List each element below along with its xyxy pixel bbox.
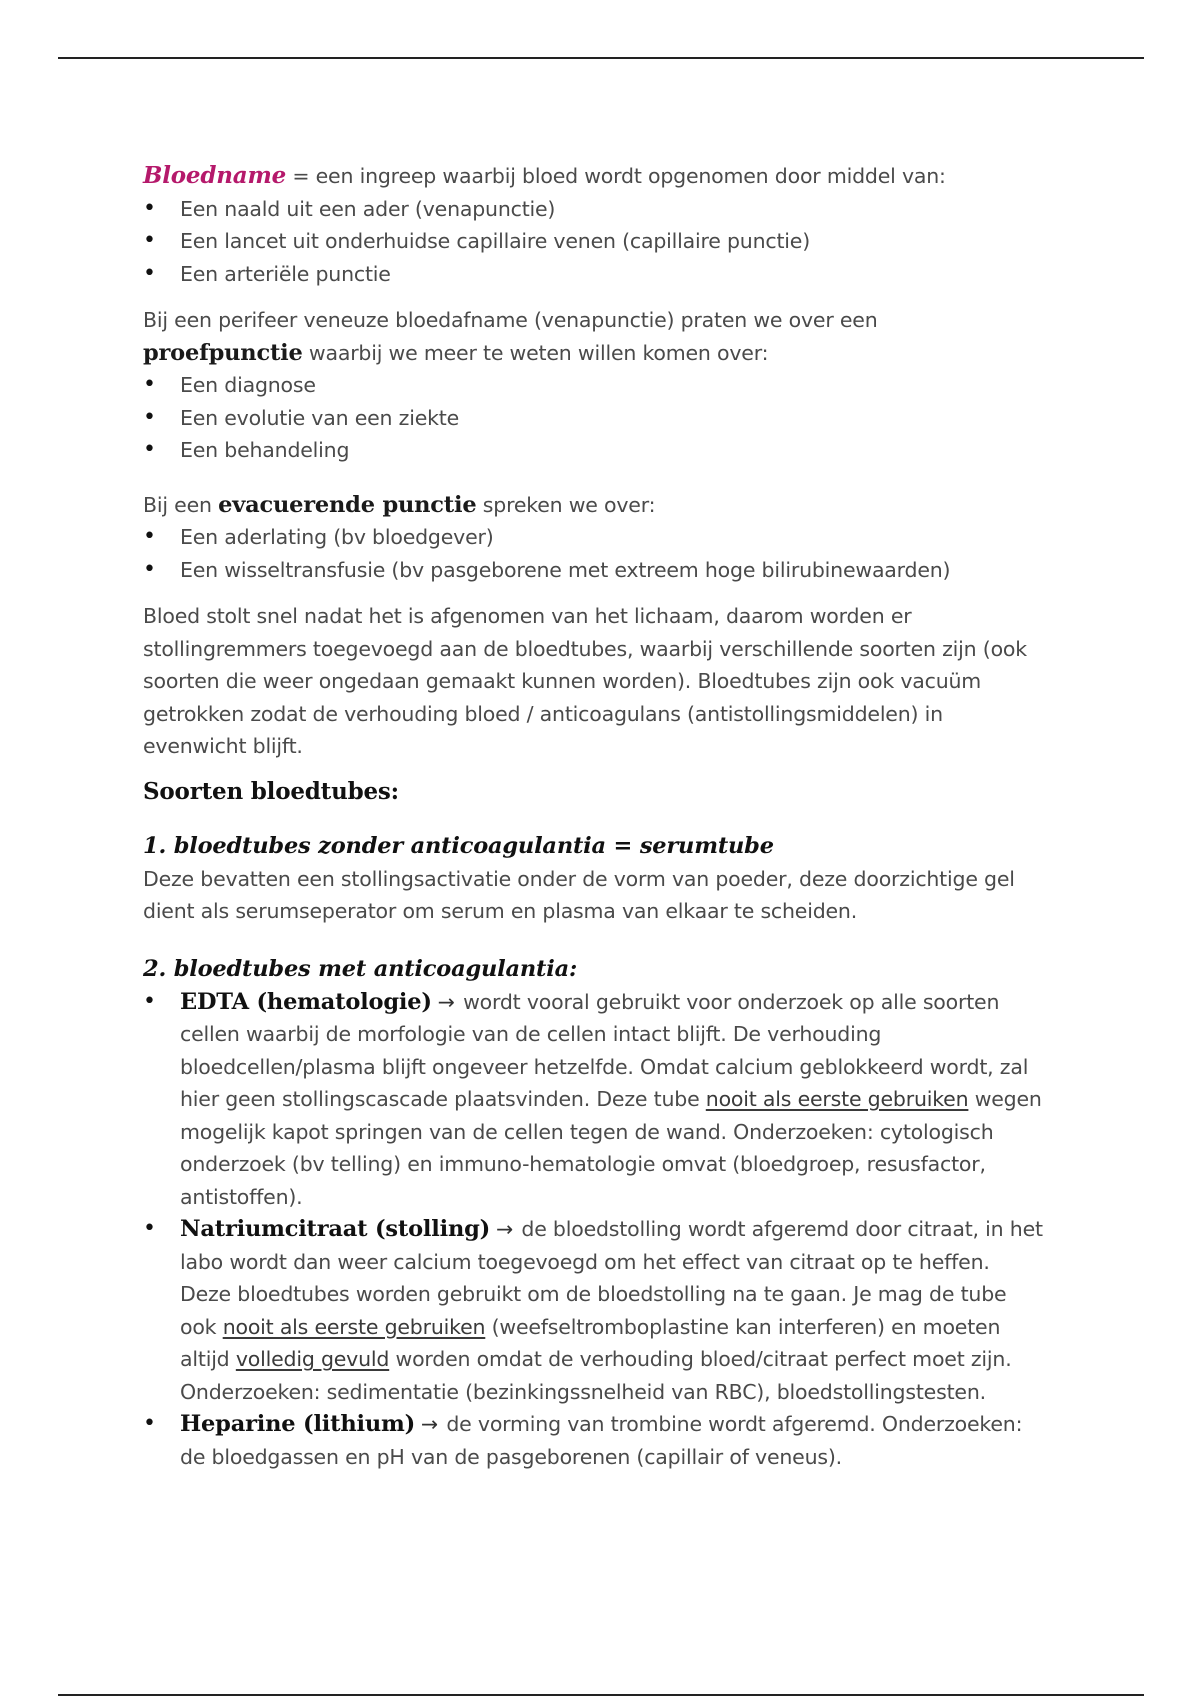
proef-text-before: Bij een perifeer veneuze bloedafname (venapunctie) praten we over een <box>143 308 878 332</box>
tube-list <box>143 986 1043 1474</box>
evacuerende-punctie-term: evacuerende punctie <box>218 491 477 518</box>
section2-heading: 2. bloedtubes met anticoagulantia: <box>143 955 578 982</box>
list-item: • Een naald uit een ader (venapunctie) <box>143 193 1043 226</box>
list-item: • Een aderlating (bv bloedgever) <box>143 521 1043 554</box>
intro-term: Bloedname <box>143 162 287 189</box>
tube-text: de vorming van trombine wordt afgeremd. Onderzoeken: de bloedgassen en pH van de pasgeborenen (capillair of veneus). <box>180 1412 1023 1469</box>
tube-name: EDTA (hematologie) <box>180 988 432 1015</box>
underlined-text: nooit als eerste gebruiken <box>705 1087 969 1111</box>
list-item: • Een behandeling <box>143 434 1043 467</box>
intro-definition <box>143 160 1043 193</box>
list-item: • Een diagnose <box>143 369 1043 402</box>
tube-item-edta <box>143 986 1043 1214</box>
list-item: • Een wisseltransfusie (bv pasgeborene met extreem hoge bilirubinewaarden) <box>143 554 1043 587</box>
tube-text: worden omdat de verhouding bloed/citraat perfect moet zijn. Onderzoeken: sedimentatie (bezinkingssnelheid van RBC), bloedstollingstesten. <box>180 1347 1012 1404</box>
arrow-icon: → <box>437 989 455 1014</box>
proef-text-after: waarbij we meer te weten willen komen over: <box>302 340 769 365</box>
proef-list <box>143 369 1043 467</box>
header-rule <box>58 57 1144 59</box>
tube-text: wegen mogelijk kapot springen van de cellen tegen de wand. Onderzoeken: cytologisch onderzoek (bv telling) en immuno-hematologie omvat (bloedgroep, resusfactor, antistoffen). <box>180 1087 1042 1209</box>
section1-text: Deze bevatten een stollingsactivatie onder de vorm van poeder, deze doorzichtige gel dient als serumseperator om serum en plasma van elkaar te scheiden. <box>143 866 1015 923</box>
tube-item-heparine <box>143 1408 1043 1473</box>
soorten-heading: Soorten bloedtubes: <box>143 777 399 805</box>
footer-rule <box>58 1694 1144 1696</box>
tube-item-citraat <box>143 1213 1043 1408</box>
evacuerend-text-after: spreken we over: <box>476 492 656 517</box>
tube-text: (weefseltromboplastine kan interferen) en moeten altijd <box>180 1314 1001 1371</box>
intro-list <box>143 193 1043 291</box>
evacuerend-paragraph <box>143 489 1043 522</box>
document-body <box>143 160 1043 1473</box>
tube-name: Heparine (lithium) <box>180 1411 416 1437</box>
tube-text: de bloedstolling wordt afgeremd door citraat, in het labo wordt dan weer calcium toegevoegd om het effect van citraat op te heffen. Deze bloedtubes worden gebruikt om de bloedstolling na te gaan. Je mag de tube ook <box>180 1217 1043 1339</box>
tube-text: wordt vooral gebruikt voor onderzoek op alle soorten cellen waarbij de morfologie van de cellen intact blijft. De verhouding bloedcellen/plasma blijft ongeveer hetzelfde. Omdat calcium geblokkeerd wordt, zal hier geen stollingscascade plaatsvinden. Deze tube <box>180 989 1029 1111</box>
proefpunctie-term: proefpunctie <box>143 339 303 366</box>
section1-heading: 1. bloedtubes zonder anticoagulantia = serumtube <box>143 832 774 859</box>
proefpunctie-paragraph <box>143 304 1043 369</box>
underlined-text: nooit als eerste gebruiken <box>222 1314 486 1339</box>
underlined-text: volledig gevuld <box>235 1347 390 1371</box>
list-item: • Een lancet uit onderhuidse capillaire venen (capillaire punctie) <box>143 225 1043 258</box>
tube-name: Natriumcitraat (stolling) <box>180 1216 491 1242</box>
arrow-icon: → <box>496 1217 514 1241</box>
arrow-icon: → <box>421 1412 439 1436</box>
evacuerend-text-before: Bij een <box>143 492 219 517</box>
evacuerend-list <box>143 521 1043 586</box>
stolling-paragraph: Bloed stolt snel nadat het is afgenomen van het lichaam, daarom worden er stollingremmers toegevoegd aan de bloedtubes, waarbij verschillende soorten zijn (ook soorten die weer ongedaan gemaakt kunnen worden). Bloedtubes zijn ook vacuüm getrokken zodat de verhouding bloed / anticoagulans (antistollingsmiddelen) in evenwicht blijft. <box>143 604 1027 758</box>
intro-definition-text: = een ingreep waarbij bloed wordt opgenomen door middel van: <box>286 164 946 188</box>
list-item: • Een evolutie van een ziekte <box>143 402 1043 435</box>
list-item: • Een arteriële punctie <box>143 258 1043 291</box>
